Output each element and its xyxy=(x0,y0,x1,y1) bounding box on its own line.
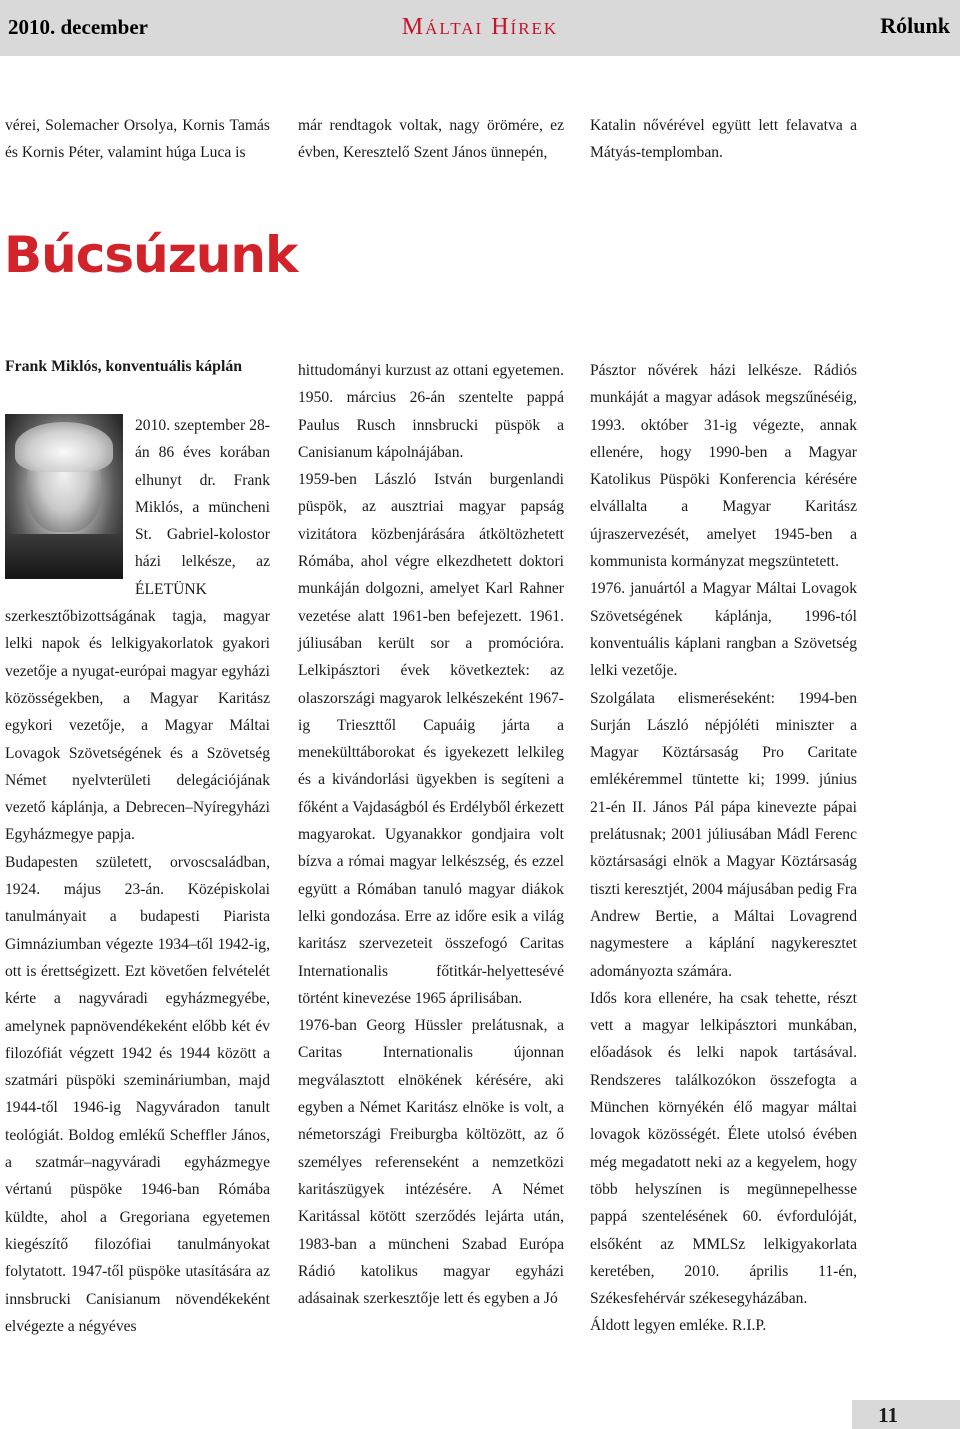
paragraph: Idős kora ellenére, ha csak tehette, részt vett a magyar lelkipásztori munkában, előadások és lelki napok tartásával. Rendszeres találkozókon összefogta a München környékén élő magyar máltai lovagok közösségét. Élete utolsó évében még megadatott neki az a kegyelem, hogy több helyszínen is megünnepelhesse pappá szentelésének 60. évfordulóját, elsőként az MMLSz lelkigyakorlata keretében, 2010. április 11-én, Székesfehérvár székesegyházában. xyxy=(590,989,857,1308)
paragraph: 1976-ban Georg Hüssler prelátusnak, a Caritas Internationalis újonnan megválasztott elnökének kérésére, aki egyben a Német Karitász elnöke is volt, a németországi Freiburgba költözött, az ő személyes referenseként a nemzetközi karitászügyek intézésére. A Német Karitással kötött szerződés lejárta után, 1983-ban a müncheni Szabad Európa Rádió katolikus magyar egyházi adásainak szerkesztője lett és egyben a Jó xyxy=(298,1017,564,1308)
paragraph: Szolgálata elismeréseként: 1994-ben Surján László népjóléti miniszter a Magyar Köztársaság Pro Caritate emlékéremmel tüntette ki; 1999. június 21-én II. János Pál pápa kinevezte pápai prelátusnak; 2001 júliusában Mádl Ferenc köztársasági elnök a Magyar Köztársaság tiszti keresztjét, 2004 májusában pedig Fra Andrew Bertie, a Máltai Lovagrend nagymestere a káplání nagykeresztet adományozta számára. xyxy=(590,689,857,980)
continued-text-col3: Katalin nővérével együtt lett felavatva a Mátyás-templomban. xyxy=(590,117,857,162)
issue-date: 2010. december xyxy=(8,15,148,39)
paragraph: 2010. szeptember 28-án 86 éves korában elhunyt dr. Frank Miklós, a müncheni St. Gabriel-kolostor házi lelkésze, az ÉLETÜNK szerkesztőbizottságának tagja, magyar lelki napok és lelkigyakorlatok gyakori vezetője a nyugat-európai magyar egyházi közösségekben, a Magyar Karitász egykori vezetője, a Magyar Máltai Lovagok Szövetségének és a Szövetség Német nyelvterületi delegációjának vezető káplánja, a Debrecen–Nyíregyházi Egyházmegye papja. xyxy=(5,417,270,844)
paragraph: 1976. januártól a Magyar Máltai Lovagok Szövetségének káplánja, 1996-tól konventuális káplani rangban a Szövetség lelki vezetője. xyxy=(590,580,857,680)
paragraph: hittudományi kurzust az ottani egyetemen. 1950. március 26-án szentelte pappá Paulus Rusch innsbrucki püspök a Canisianum kápolnájában. xyxy=(298,362,564,461)
article-subhead: Frank Miklós, konventuális káplán xyxy=(5,358,243,375)
continued-text-col2: már rendtagok voltak, nagy örömére, ez évben, Keresztelő Szent János ünnepén, xyxy=(298,117,564,162)
page-number-box xyxy=(852,1400,960,1429)
portrait-photo xyxy=(5,414,123,579)
page-number: 11 xyxy=(878,1403,898,1427)
paragraph: Budapesten született, orvoscsaládban, 1924. május 23-án. Középiskolai tanulmányait a budapesti Piarista Gimnáziumban végezte 1934–től 1942-ig, ott is érettségizett. Ezt követően felvételét kérte a nagyváradi egyházmegyébe, amelynek papnövendékeként előbb két év filozófiát végzett 1942 és 1944 között a szatmári püspöki szemináriumban, majd 1944-től 1946-ig Nagyváradon tanult teológiát. Boldog emlékű Scheffler János, a szatmár–nagyváradi egyházmegye vértanú püspöke 1946-ban Rómába küldte, ahol a Gregoriana egyetemen kiegészítő filozófiai tanulmányokat folytatott. 1947-től püspöke utasítására az innsbrucki Canisianum növendékeként elvégezte a négyéves xyxy=(5,853,270,1335)
magazine-title: Máltai Hírek xyxy=(401,14,559,40)
paragraph: 1959-ben László István burgenlandi püspök, az ausztriai magyar papság vizitátora közbenjárására átköltözhetett Rómába, ahol végre elkezdhetett doktori munkáján dolgozni, amelyet Karl Rahner vezetése alatt 1961-ben befejezett. 1961. júliusában került sor a promócióra. Lelkipásztori évek következtek: az olaszországi magyarok lelkészeként 1967-ig Trieszttől Capuáig járta a menekülttáborokat és igyekezett lelkileg és a kivándorlási ügyekben is segíteni a főként a Vajdaságból és Erdélyből érkezett magyarokat. Ugyanakkor gondjaira volt bízva a római magyar lelkészség, és ezzel együtt a Rómában tanuló magyar diákok lelki gondozása. Erre az időre esik a világ karitász szervezeteit összefogó Caritas Internationalis főtitkár-helyettesévé történt kinevezése 1965 áprilisában. xyxy=(298,471,565,1007)
section-name: Rólunk xyxy=(880,13,950,38)
paragraph: Pásztor nővérek házi lelkésze. Rádiós munkáját a magyar adások megszűnéséig, 1993. október 31-ig végezte, annak ellenére, hogy 1990-ben a Magyar Katolikus Püspöki Konferencia kérésére elvállalta a Magyar Karitász újraszervezését, amelyet 1945-ben a kommunista kormányzat megszüntetett. xyxy=(590,362,857,571)
continued-text-col1: vérei, Solemacher Orsolya, Kornis Tamás és Kornis Péter, valamint húga Luca is xyxy=(5,117,270,162)
article-column-3 xyxy=(590,357,857,1340)
article-title: Búcsúzunk xyxy=(4,226,298,284)
article-column-2 xyxy=(298,357,564,1312)
paragraph: Áldott legyen emléke. R.I.P. xyxy=(590,1317,767,1335)
article-column-1 xyxy=(5,412,270,1340)
page-header xyxy=(0,0,960,56)
